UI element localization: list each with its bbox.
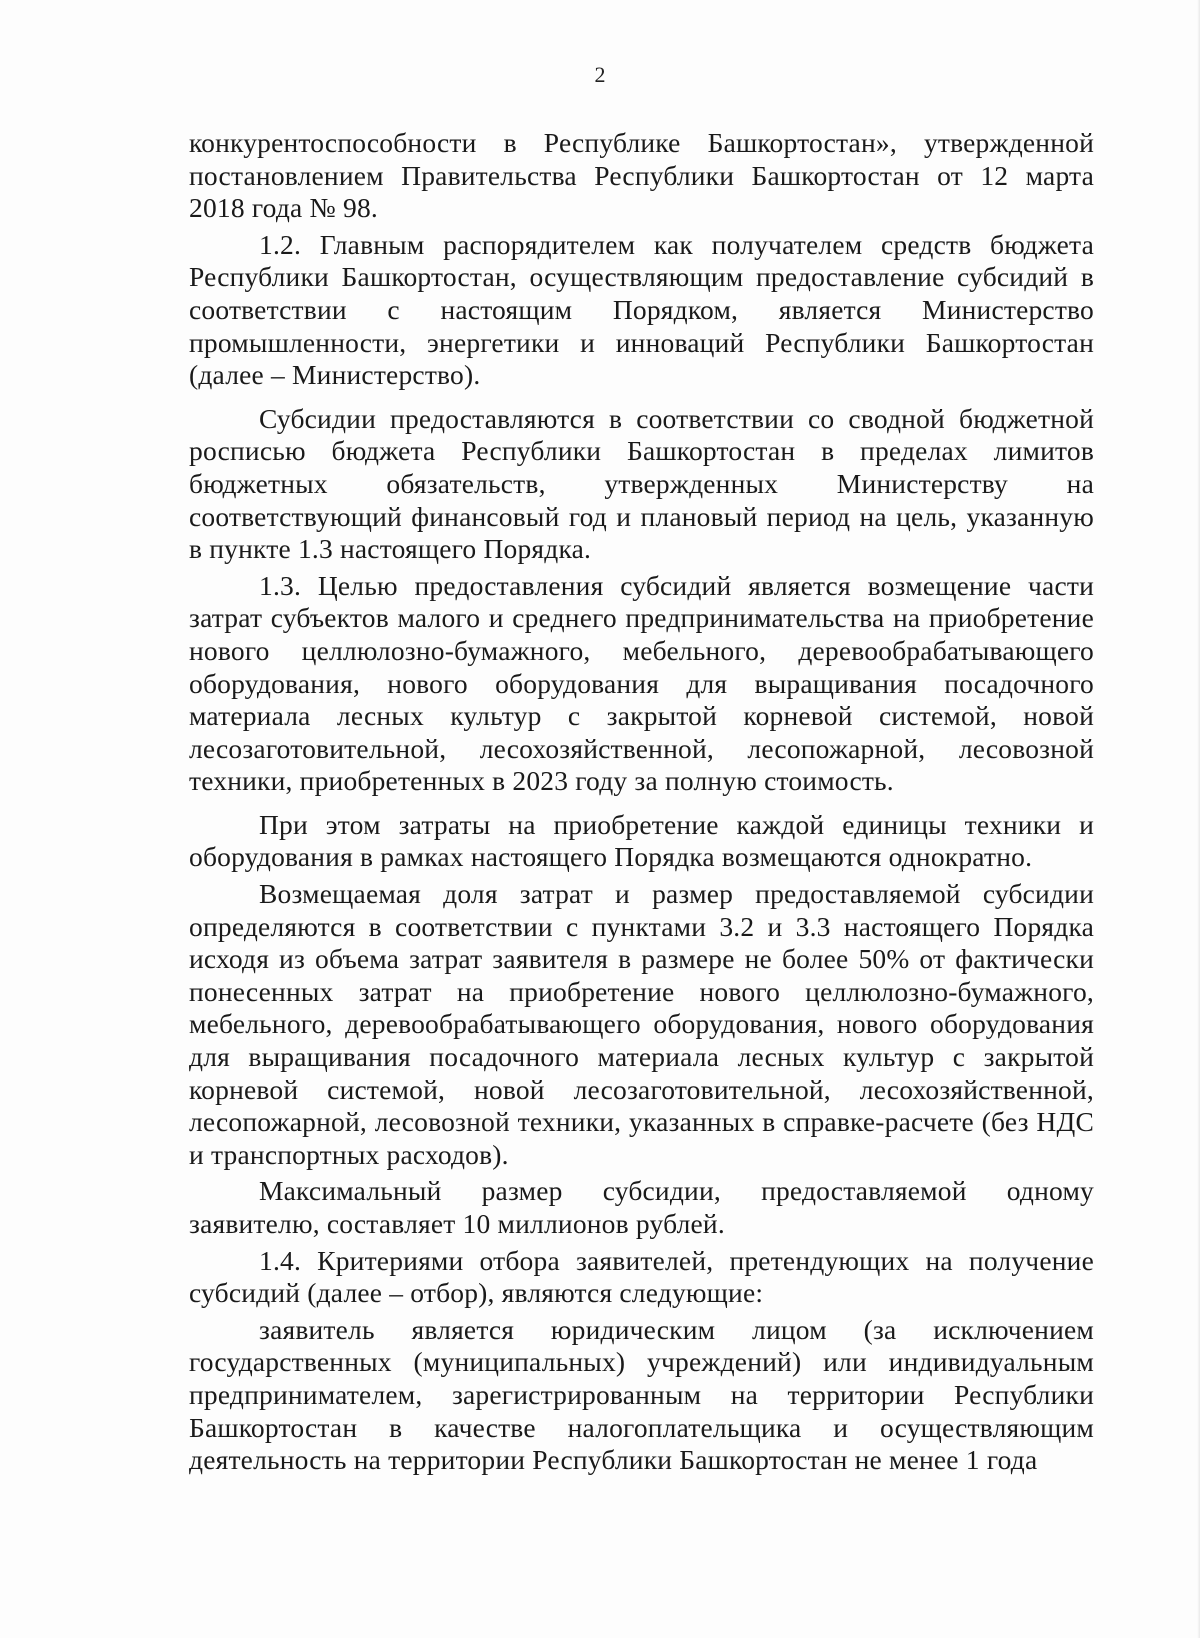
paragraph-1-2: 1.2. Главным распорядителем как получателем средств бюджета Республики Башкортостан, осуществляющим предоставление субсидий в соответствии с настоящим Порядком, является Министерство промышленности, энергетики и инноваций Республики Башкортостан (далее – Министерство). xyxy=(189,228,1094,391)
page-number: 2 xyxy=(594,62,606,87)
document-body xyxy=(189,127,1094,1477)
paragraph-reimbursed-share: Возмещаемая доля затрат и размер предоставляемой субсидии определяются в соответствии с пунктами 3.2 и 3.3 настоящего Порядка исходя из объема затрат заявителя в размере не более 50% от фактически понесенных затрат на приобретение нового целлюлозно-бумажного, мебельного, деревообрабатывающего оборудования, нового оборудования для выращивания посадочного материала лесных культур с закрытой корневой системой, новой лесозаготовительной, лесохозяйственной, лесопожарной, лесовозной техники, указанных в справке-расчете (без НДС и транспортных расходов). xyxy=(189,878,1094,1170)
paragraph-maximum-subsidy: Максимальный размер субсидии, предоставляемой одному заявителю, составляет 10 миллионов рублей. xyxy=(189,1175,1094,1239)
paragraph-1-3: 1.3. Целью предоставления субсидий является возмещение части затрат субъектов малого и среднего предпринимательства на приобретение нового целлюлозно-бумажного, мебельного, деревообрабатывающего оборудования, нового оборудования для выращивания посадочного материала лесных культур с закрытой корневой системой, новой лесозаготовительной, лесохозяйственной, лесопожарной, лесовозной техники, приобретенных в 2023 году за полную стоимость. xyxy=(189,569,1094,797)
paragraph-continuation: конкурентоспособности в Республике Башкортостан», утвержденной постановлением Правительства Республики Башкортостан от 12 марта 2018 года № 98. xyxy=(189,127,1094,224)
paragraph-1-4: 1.4. Критериями отбора заявителей, претендующих на получение субсидий (далее – отбор), являются следующие: xyxy=(189,1244,1094,1309)
paragraph-applicant-criteria: заявитель является юридическим лицом (за исключением государственных (муниципальных) учреждений) или индивидуальным предпринимателем, зарегистрированным на территории Республики Башкортостан в качестве налогоплательщика и осуществляющим деятельность на территории Республики Башкортостан не менее 1 года xyxy=(189,1313,1094,1476)
paragraph-one-time-reimbursement: При этом затраты на приобретение каждой единицы техники и оборудования в рамках настоящего Порядка возмещаются однократно. xyxy=(189,808,1094,873)
paragraph-subsidies-budget: Субсидии предоставляются в соответствии со сводной бюджетной росписью бюджета Республики Башкортостан в пределах лимитов бюджетных обязательств, утвержденных Министерству на соответствующий финансовый год и плановый период на цель, указанную в пункте 1.3 настоящего Порядка. xyxy=(189,402,1094,565)
